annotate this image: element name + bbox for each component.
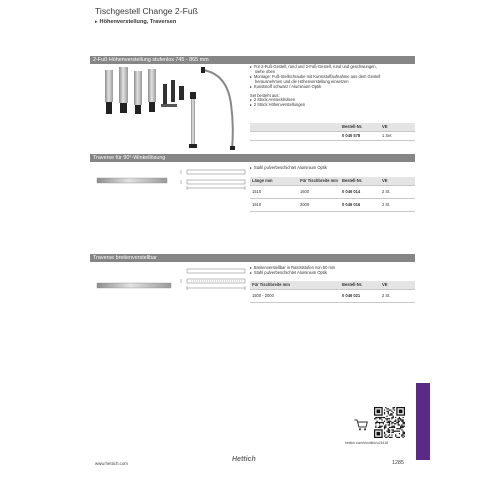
- table-header-cell: VE: [382, 282, 388, 287]
- packaging-unit: 2 St.: [382, 189, 391, 194]
- height-adjustment-product-image: [95, 64, 240, 152]
- set-heading: Set besteht aus:: [250, 92, 280, 98]
- table-width-value: 1600: [300, 189, 310, 194]
- chapter-tab[interactable]: [416, 383, 430, 460]
- bullet-item: ▸ Montage: Fuß-Stellschraube mit Kunststoffaufnahme aus dem Gestell: [250, 75, 380, 80]
- order-table-section-2: [250, 177, 415, 212]
- set-item: ▸ 2 Stück Höhenverstellungen: [250, 103, 380, 108]
- section-bar-traverse-adjustable: Traverse breitenverstellbar: [90, 254, 415, 262]
- section-1-description: [250, 65, 380, 108]
- table-header-cell: Bestell-Nr.: [342, 282, 363, 287]
- packaging-unit: 2 St.: [382, 202, 391, 207]
- leg-drawing: [189, 67, 235, 150]
- sleeve-tube-3: [134, 71, 142, 114]
- traverse-technical-drawing: [181, 170, 245, 190]
- packaging-unit: 2 St.: [382, 293, 391, 298]
- traverse-adjustable-product-image: [95, 263, 247, 293]
- sleeve-tube-4: [148, 69, 156, 112]
- traverse-technical-drawing: [181, 269, 245, 290]
- order-number: 0 045 578: [342, 133, 361, 138]
- shopping-cart-icon[interactable]: [354, 419, 368, 431]
- bullet-item: ▸ Stahl pulverbeschichtet Aluminium Optik: [250, 271, 335, 276]
- bullet-item-continued: herausnehmen und die Höhenverstellung einsetzen: [255, 78, 349, 84]
- table-header-row: [250, 281, 415, 290]
- page-number: 1285: [392, 460, 404, 466]
- footer-url[interactable]: www.hettich.com: [95, 461, 128, 466]
- bullet-item: ▸ Stahl pulverbeschichtet Aluminium Optik: [250, 166, 327, 171]
- section-2-description: [250, 166, 327, 171]
- table-row: [250, 132, 415, 141]
- order-number: 0 046 016: [342, 202, 361, 207]
- page-subtitle: ▸ Höhenverstellung, Traversen: [95, 19, 176, 25]
- section-bar-traverse-90: Traverse für 90°-Winkellösung: [90, 154, 415, 162]
- table-row: [250, 199, 415, 212]
- hettich-logo: Hettich: [232, 456, 256, 463]
- qr-code[interactable]: [374, 407, 405, 438]
- order-number: 0 046 014: [342, 189, 361, 194]
- set-item: ▸ 2 Stück Ansteckhülsen: [250, 98, 380, 103]
- table-header-row: [250, 123, 415, 132]
- length-value: 1510: [252, 189, 262, 194]
- table-width-value: 1500 - 2000: [252, 293, 274, 298]
- table-header-cell: VE: [382, 124, 388, 129]
- table-header-cell: [250, 123, 340, 131]
- order-table-section-1: [250, 123, 415, 141]
- table-header-cell: Länge mm: [252, 178, 273, 183]
- table-cell: [250, 132, 340, 140]
- traverse-bar-photo: [97, 283, 171, 288]
- traverse-bar-photo: [97, 178, 167, 183]
- section-3-description: [250, 266, 335, 276]
- table-header-cell: VE: [382, 178, 388, 183]
- table-row: [250, 186, 415, 199]
- length-value: 1910: [252, 202, 262, 207]
- table-header-cell: Für Tischbreite mm: [300, 178, 338, 183]
- bullet-item: ▸ Kunststoff schwarz / Aluminium Optik: [250, 85, 380, 90]
- table-header-row: [250, 177, 415, 186]
- bullet-item-continued: siehe oben: [255, 68, 276, 74]
- section-bar-height-adjustment: 2-Fuß Höhenverstellung stufenlos 745 - 865 mm: [90, 56, 415, 64]
- table-row: [250, 290, 415, 303]
- traverse-90-product-image: [95, 164, 247, 192]
- table-header-cell: Für Tischbreite mm: [252, 282, 290, 287]
- table-header-cell: Bestell-Nr.: [342, 178, 363, 183]
- sleeve-tube-2: [119, 67, 128, 113]
- adjuster-assembly: [161, 80, 184, 107]
- order-table-section-3: [250, 281, 415, 303]
- order-number: 0 046 021: [342, 293, 361, 298]
- shortlink-text[interactable]: hettich.com/shortlink/u24418: [345, 441, 389, 445]
- bullet-item: ▸ Für 2-Fuß-Gestell, rund und 2-Fuß-Gestell, rund und geschwungen,: [250, 65, 380, 70]
- packaging-unit: 1 Set: [382, 133, 392, 138]
- table-width-value: 2000: [300, 202, 310, 207]
- sleeve-tube-1: [105, 70, 113, 114]
- page-title: Tischgestell Change 2-Fuß: [95, 6, 198, 16]
- table-header-cell: Bestell-Nr.: [342, 124, 363, 129]
- bullet-item: ▸ Breitenverstellbar in Rastststufen von 50 mm: [250, 266, 335, 271]
